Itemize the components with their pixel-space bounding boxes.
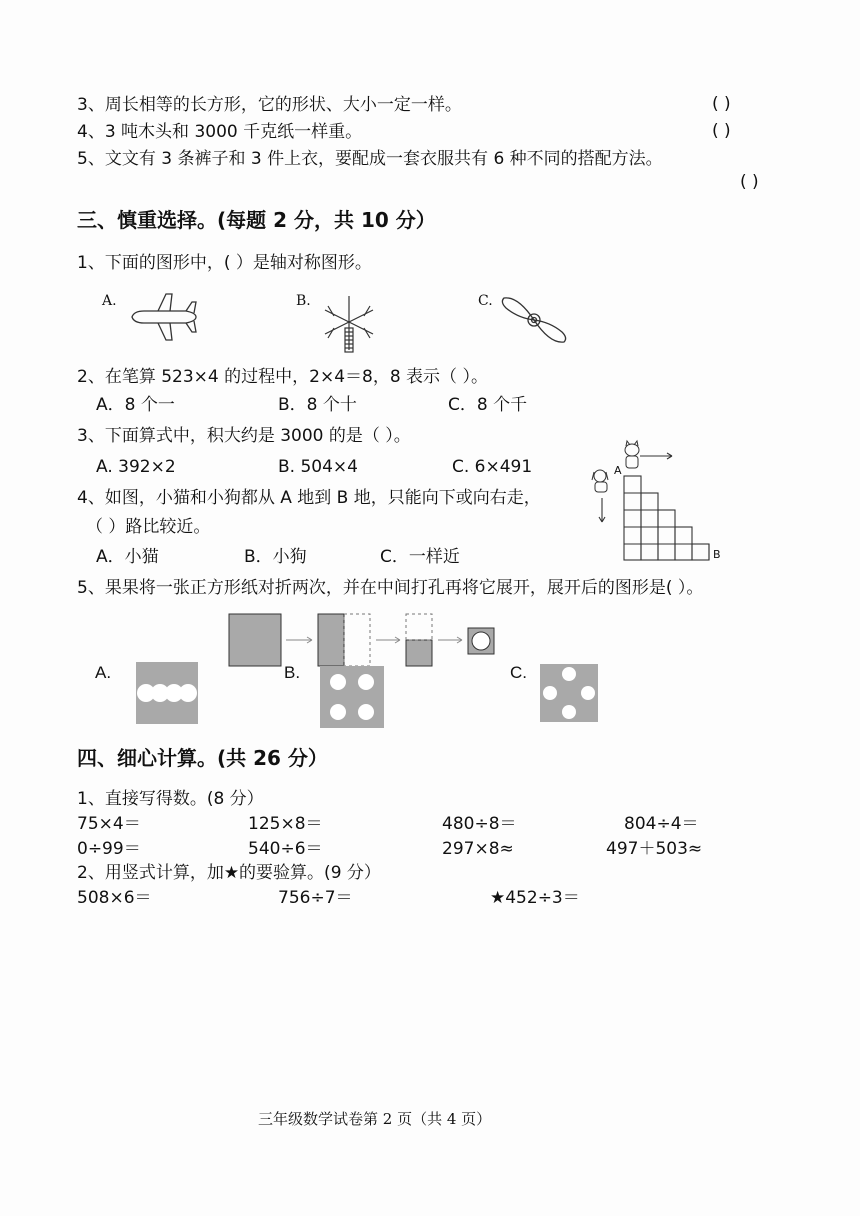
choice-question-2: 2、在笔算 523×4 的过程中，2×4＝8，8 表示（ ）。	[77, 367, 488, 387]
q3-option-b[interactable]: B. 504×4	[278, 457, 358, 477]
judge-question-3: 3、周长相等的长方形，它的形状、大小一定一样。	[77, 95, 462, 115]
vertical-calc-item[interactable]: 756÷7＝	[278, 888, 353, 908]
option-label-a: A.	[102, 293, 117, 309]
q4-option-b[interactable]: B．小狗	[244, 547, 307, 567]
point-a-label: A	[614, 464, 622, 477]
calc-item[interactable]: 297×8≈	[442, 839, 514, 859]
choice-question-5: 5、果果将一张正方形纸对折两次，并在中间打孔再将它展开，展开后的图形是( ）。	[77, 578, 704, 598]
q2-option-b[interactable]: B．8 个十	[278, 395, 357, 415]
calc-item[interactable]: 125×8＝	[248, 814, 323, 834]
q4-option-c[interactable]: C．一样近	[380, 547, 460, 567]
page-footer: 三年级数学试卷第 2 页（共 4 页）	[258, 1110, 492, 1128]
option-c-unfolded-square	[540, 664, 598, 722]
choice-question-3: 3、下面算式中，积大约是 3000 的是（ ）。	[77, 426, 411, 446]
choice-question-1: 1、下面的图形中，( ）是轴对称图形。	[77, 253, 372, 273]
windmill-icon	[320, 292, 378, 354]
airplane-icon	[128, 292, 198, 342]
option-a-unfolded-square	[136, 662, 198, 724]
calc-question-1-title: 1、直接写得数。(8 分）	[77, 789, 264, 809]
vertical-calc-item[interactable]: 508×6＝	[77, 888, 152, 908]
cat-icon	[625, 441, 639, 468]
point-b-label: B	[713, 548, 721, 561]
choice-question-4-line2: （ ）路比较近。	[86, 517, 211, 537]
q5-option-label-a[interactable]: A.	[95, 663, 112, 682]
staircase-grid-diagram	[588, 440, 728, 564]
q5-option-label-c[interactable]: C.	[510, 663, 527, 682]
answer-paren-judge-5[interactable]: ( )	[740, 172, 759, 192]
q2-option-c[interactable]: C．8 个千	[448, 395, 528, 415]
option-label-b: B.	[296, 293, 311, 309]
vertical-calc-item[interactable]: ★452÷3＝	[490, 888, 580, 908]
option-label-c: C.	[478, 293, 493, 309]
answer-paren-judge-4[interactable]: ( )	[712, 121, 731, 141]
calc-item[interactable]: 497＋503≈	[606, 839, 703, 859]
calc-item[interactable]: 804÷4＝	[624, 814, 699, 834]
section-3-title: 三、慎重选择。(每题 2 分，共 10 分）	[77, 208, 436, 232]
q5-option-label-b[interactable]: B.	[284, 663, 301, 682]
dog-icon	[592, 470, 608, 492]
calc-question-2-title: 2、用竖式计算，加★的要验算。(9 分）	[77, 863, 381, 883]
judge-question-5: 5、文文有 3 条裤子和 3 件上衣，要配成一套衣服共有 6 种不同的搭配方法。	[77, 149, 663, 169]
propeller-icon	[498, 292, 570, 348]
calc-item[interactable]: 75×4＝	[77, 814, 141, 834]
judge-question-4: 4、3 吨木头和 3000 千克纸一样重。	[77, 122, 363, 142]
section-4-title: 四、细心计算。(共 26 分）	[77, 746, 328, 770]
choice-question-4-line1: 4、如图，小猫和小狗都从 A 地到 B 地，只能向下或向右走，	[77, 488, 541, 508]
option-b-unfolded-square	[320, 666, 384, 728]
q2-option-a[interactable]: A．8 个一	[96, 395, 175, 415]
q3-option-c[interactable]: C. 6×491	[452, 457, 533, 477]
answer-paren-judge-3[interactable]: ( )	[712, 94, 731, 114]
folding-process-diagram	[228, 612, 498, 670]
q3-option-a[interactable]: A. 392×2	[96, 457, 176, 477]
q4-option-a[interactable]: A．小猫	[96, 547, 159, 567]
calc-item[interactable]: 480÷8＝	[442, 814, 517, 834]
calc-item[interactable]: 540÷6＝	[248, 839, 323, 859]
calc-item[interactable]: 0÷99＝	[77, 839, 141, 859]
